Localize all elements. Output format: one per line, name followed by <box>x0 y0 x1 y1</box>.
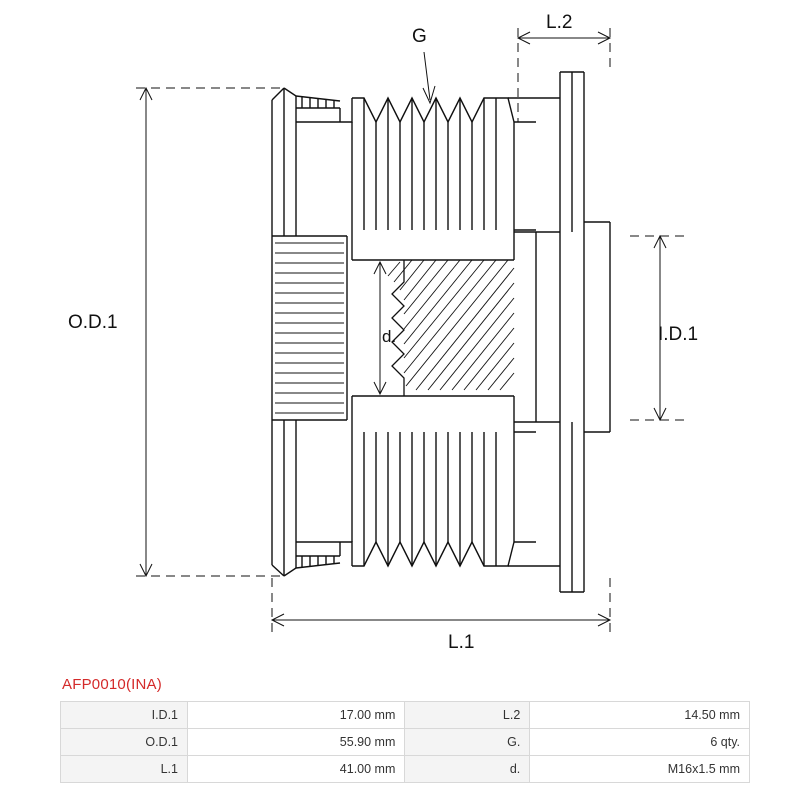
spec-key-left: I.D.1 <box>61 702 188 729</box>
spec-value-left: 41.00 mm <box>188 756 405 783</box>
table-row <box>61 702 750 729</box>
spec-value-right: 6 qty. <box>530 729 750 756</box>
spec-key-left: O.D.1 <box>61 729 188 756</box>
dimension-label-l2: L.2 <box>546 12 573 33</box>
specification-table-body <box>61 702 750 783</box>
part-code: AFP0010(INA) <box>62 676 162 693</box>
spec-value-left: 17.00 mm <box>188 702 405 729</box>
table-row <box>61 756 750 783</box>
specification-table <box>60 701 750 783</box>
spec-value-right: 14.50 mm <box>530 702 750 729</box>
spec-key-right: d. <box>405 756 530 783</box>
dimension-label-g: G <box>412 26 427 47</box>
spec-key-right: G. <box>405 729 530 756</box>
spec-value-left: 55.90 mm <box>188 729 405 756</box>
dimension-label-d: d. <box>382 327 397 346</box>
table-row <box>61 729 750 756</box>
spec-value-right: M16x1.5 mm <box>530 756 750 783</box>
specification-panel <box>60 676 750 783</box>
dimension-label-id1: I.D.1 <box>658 324 699 345</box>
dimension-label-l1: L.1 <box>448 632 475 653</box>
spec-key-left: L.1 <box>61 756 188 783</box>
spec-key-right: L.2 <box>405 702 530 729</box>
dimension-label-od1: O.D.1 <box>68 312 118 333</box>
